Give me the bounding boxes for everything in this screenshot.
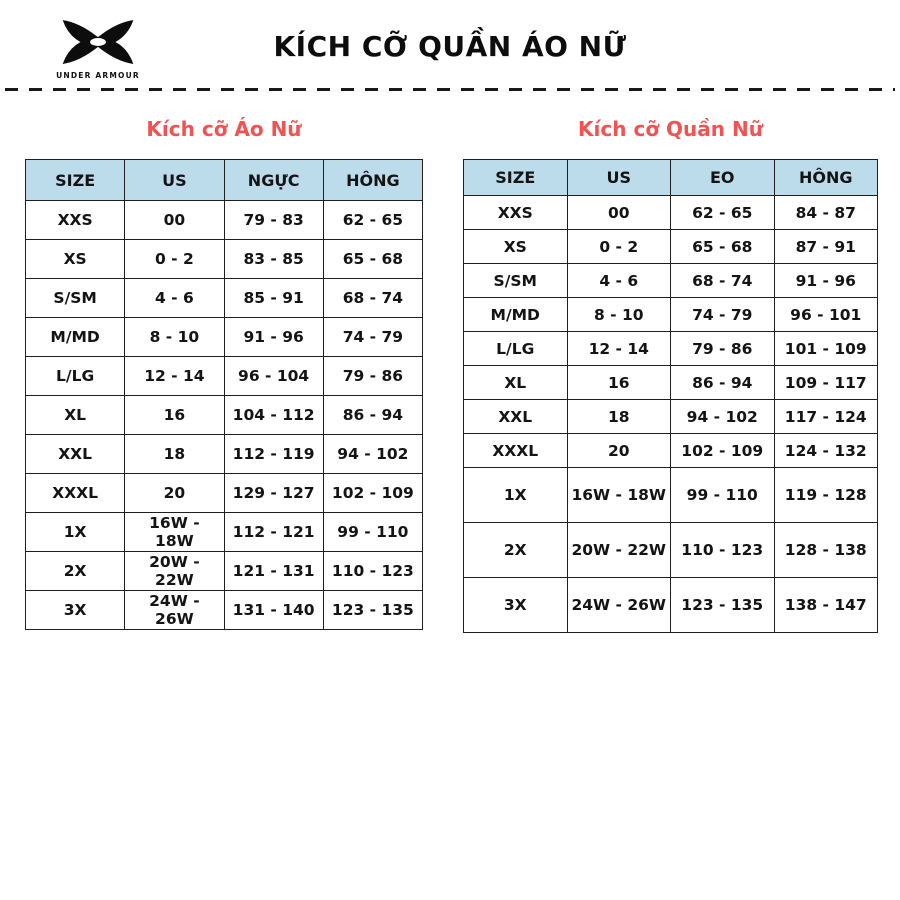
table-row <box>26 240 423 279</box>
table-cell: 110 - 123 <box>671 523 775 578</box>
table-row <box>26 201 423 240</box>
column-header: HÔNG <box>774 160 878 196</box>
table-cell: 8 - 10 <box>567 298 671 332</box>
table-cell: 4 - 6 <box>567 264 671 298</box>
table-row <box>26 279 423 318</box>
table-cell: 121 - 131 <box>224 552 323 591</box>
table-cell: 8 - 10 <box>125 318 224 357</box>
table-cell: 74 - 79 <box>671 298 775 332</box>
table-cell: 2X <box>26 552 125 591</box>
table-cell: 16W - 18W <box>567 468 671 523</box>
table-cell: 2X <box>464 523 568 578</box>
table-cell: 119 - 128 <box>774 468 878 523</box>
table-row <box>26 318 423 357</box>
table-cell: 1X <box>464 468 568 523</box>
table-row <box>26 474 423 513</box>
table-row <box>464 264 878 298</box>
table-cell: S/SM <box>464 264 568 298</box>
column-header: US <box>567 160 671 196</box>
tops-size-section <box>25 117 423 633</box>
table-cell: 79 - 86 <box>323 357 422 396</box>
table-cell: 102 - 109 <box>671 434 775 468</box>
table-row <box>26 435 423 474</box>
table-cell: XL <box>26 396 125 435</box>
table-cell: 110 - 123 <box>323 552 422 591</box>
column-header: EO <box>671 160 775 196</box>
table-cell: 112 - 121 <box>224 513 323 552</box>
table-cell: 86 - 94 <box>671 366 775 400</box>
table-cell: 65 - 68 <box>671 230 775 264</box>
pants-table-title: Kích cỡ Quần Nữ <box>578 117 763 141</box>
table-cell: XXS <box>26 201 125 240</box>
content <box>0 91 900 633</box>
pants-size-table <box>463 159 878 633</box>
table-row <box>26 591 423 630</box>
tops-size-table <box>25 159 423 630</box>
table-cell: 18 <box>567 400 671 434</box>
table-row <box>464 523 878 578</box>
table-cell: 91 - 96 <box>774 264 878 298</box>
table-cell: 86 - 94 <box>323 396 422 435</box>
table-row <box>26 357 423 396</box>
table-cell: 117 - 124 <box>774 400 878 434</box>
table-cell: XXXL <box>464 434 568 468</box>
header <box>0 0 900 88</box>
table-cell: 79 - 86 <box>671 332 775 366</box>
table-cell: 79 - 83 <box>224 201 323 240</box>
column-header: NGỰC <box>224 160 323 201</box>
table-cell: XXL <box>26 435 125 474</box>
table-cell: 62 - 65 <box>323 201 422 240</box>
table-cell: XS <box>26 240 125 279</box>
table-cell: L/LG <box>464 332 568 366</box>
brand-name: UNDER ARMOUR <box>56 71 140 80</box>
table-cell: 109 - 117 <box>774 366 878 400</box>
table-cell: 68 - 74 <box>671 264 775 298</box>
table-header-row <box>464 160 878 196</box>
table-row <box>26 396 423 435</box>
table-cell: 84 - 87 <box>774 196 878 230</box>
table-cell: 99 - 110 <box>323 513 422 552</box>
table-cell: 12 - 14 <box>125 357 224 396</box>
table-cell: XXS <box>464 196 568 230</box>
table-cell: 91 - 96 <box>224 318 323 357</box>
table-cell: 87 - 91 <box>774 230 878 264</box>
table-cell: M/MD <box>26 318 125 357</box>
table-cell: 0 - 2 <box>567 230 671 264</box>
table-row <box>464 468 878 523</box>
table-row <box>464 298 878 332</box>
column-header: US <box>125 160 224 201</box>
pants-size-section <box>463 117 878 633</box>
table-cell: 129 - 127 <box>224 474 323 513</box>
table-cell: 104 - 112 <box>224 396 323 435</box>
table-cell: XXXL <box>26 474 125 513</box>
table-cell: M/MD <box>464 298 568 332</box>
table-cell: 123 - 135 <box>671 578 775 633</box>
table-cell: 131 - 140 <box>224 591 323 630</box>
column-header: SIZE <box>26 160 125 201</box>
table-cell: 3X <box>464 578 568 633</box>
tops-table-title: Kích cỡ Áo Nữ <box>146 117 302 141</box>
table-cell: 96 - 101 <box>774 298 878 332</box>
table-row <box>464 230 878 264</box>
table-cell: 16W - 18W <box>125 513 224 552</box>
table-row <box>464 400 878 434</box>
table-cell: 85 - 91 <box>224 279 323 318</box>
column-header: SIZE <box>464 160 568 196</box>
table-row <box>464 332 878 366</box>
table-cell: 0 - 2 <box>125 240 224 279</box>
table-cell: S/SM <box>26 279 125 318</box>
table-cell: 20W - 22W <box>567 523 671 578</box>
table-cell: 99 - 110 <box>671 468 775 523</box>
table-cell: 83 - 85 <box>224 240 323 279</box>
table-cell: 124 - 132 <box>774 434 878 468</box>
table-cell: 16 <box>125 396 224 435</box>
table-row <box>26 552 423 591</box>
table-cell: 00 <box>125 201 224 240</box>
table-cell: 16 <box>567 366 671 400</box>
table-cell: 123 - 135 <box>323 591 422 630</box>
table-cell: 112 - 119 <box>224 435 323 474</box>
table-row <box>464 578 878 633</box>
table-cell: 12 - 14 <box>567 332 671 366</box>
table-cell: 20 <box>567 434 671 468</box>
table-cell: 68 - 74 <box>323 279 422 318</box>
table-cell: 74 - 79 <box>323 318 422 357</box>
table-cell: XS <box>464 230 568 264</box>
column-header: HÔNG <box>323 160 422 201</box>
table-cell: 96 - 104 <box>224 357 323 396</box>
table-cell: 94 - 102 <box>323 435 422 474</box>
table-row <box>464 196 878 230</box>
table-cell: 62 - 65 <box>671 196 775 230</box>
table-cell: 94 - 102 <box>671 400 775 434</box>
table-cell: 128 - 138 <box>774 523 878 578</box>
table-row <box>464 434 878 468</box>
table-cell: XL <box>464 366 568 400</box>
table-cell: 18 <box>125 435 224 474</box>
table-cell: L/LG <box>26 357 125 396</box>
table-cell: 101 - 109 <box>774 332 878 366</box>
table-row <box>26 513 423 552</box>
table-cell: 00 <box>567 196 671 230</box>
table-cell: 65 - 68 <box>323 240 422 279</box>
table-cell: 20W - 22W <box>125 552 224 591</box>
table-cell: 3X <box>26 591 125 630</box>
table-cell: 138 - 147 <box>774 578 878 633</box>
table-cell: 24W - 26W <box>125 591 224 630</box>
table-cell: 102 - 109 <box>323 474 422 513</box>
page-title: KÍCH CỠ QUẦN ÁO NỮ <box>273 30 627 63</box>
table-row <box>464 366 878 400</box>
table-cell: 4 - 6 <box>125 279 224 318</box>
table-cell: XXL <box>464 400 568 434</box>
table-cell: 24W - 26W <box>567 578 671 633</box>
table-cell: 1X <box>26 513 125 552</box>
table-cell: 20 <box>125 474 224 513</box>
table-header-row <box>26 160 423 201</box>
